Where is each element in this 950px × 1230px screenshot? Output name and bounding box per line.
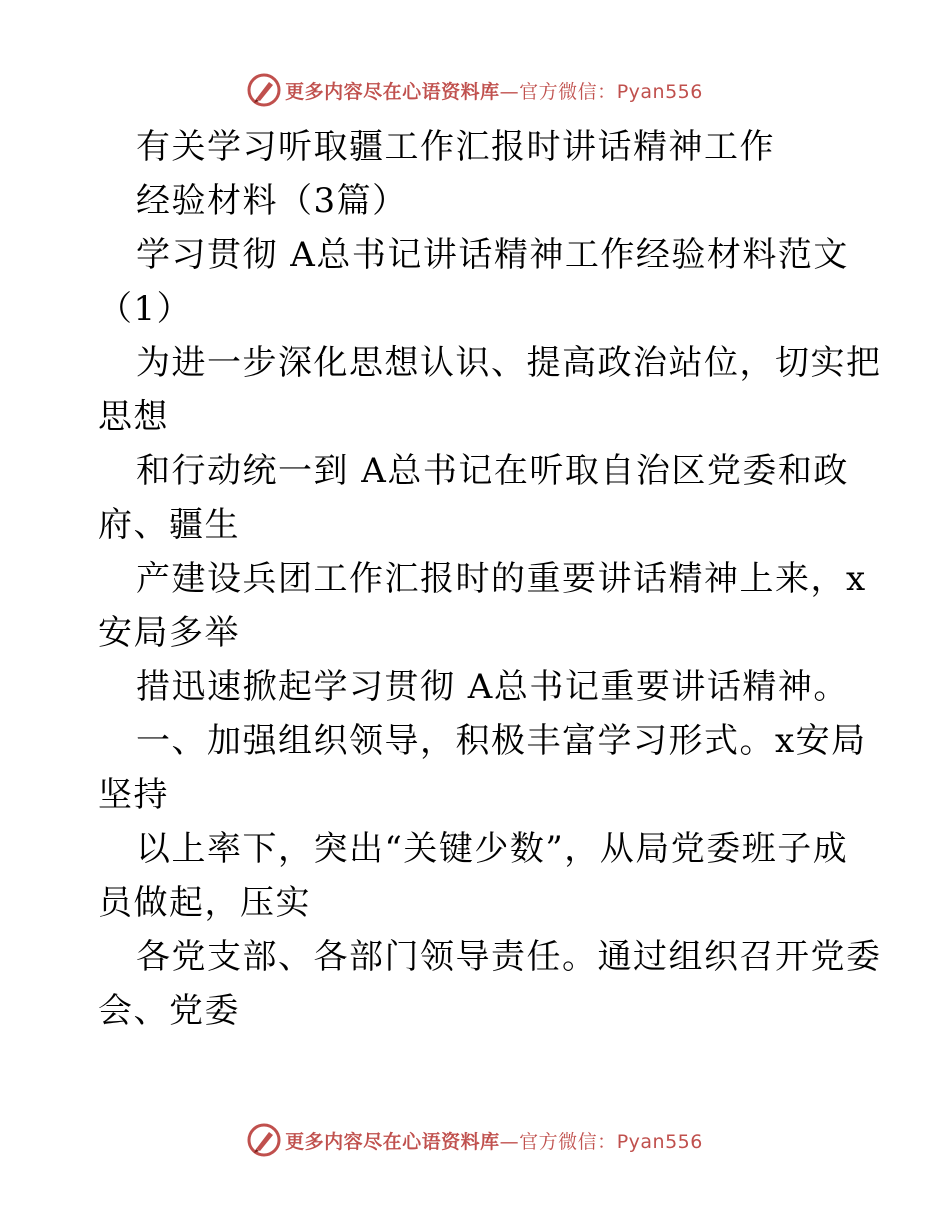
text-line: 各党支部、各部门领导责任。通过组织召开党委 xyxy=(136,937,882,977)
text-line: 产建设兵团工作汇报时的重要讲话精神上来，x xyxy=(136,559,867,599)
document-body xyxy=(98,120,882,1038)
banner-dash: — xyxy=(499,80,520,103)
pen-quill-logo-icon xyxy=(247,1123,281,1157)
banner-text xyxy=(285,77,703,104)
text-line: 以上率下，突出“关键少数”，从局党委班子成 xyxy=(136,829,849,869)
text-line: （1） xyxy=(98,289,193,329)
text-line: 会、党委 xyxy=(98,991,240,1031)
text-line: 有关学习听取疆工作汇报时讲话精神工作 xyxy=(136,127,775,167)
text-line: 安局多举 xyxy=(98,613,240,653)
text-line: 府、疆生 xyxy=(98,505,240,545)
text-line: 员做起，压实 xyxy=(98,883,311,923)
banner-text xyxy=(285,1127,703,1154)
text-line: 和行动统一到 A总书记在听取自治区党委和政 xyxy=(136,451,849,491)
text-line: 措迅速掀起学习贯彻 A总书记重要讲话精神。 xyxy=(136,667,849,707)
text-line: 经验材料（3篇） xyxy=(136,181,408,221)
text-line: 思想 xyxy=(98,397,169,437)
header-banner xyxy=(0,70,950,110)
banner-dash: — xyxy=(499,1130,520,1153)
text-line: 为进一步深化思想认识、提高政治站位，切实把 xyxy=(136,343,882,383)
banner-wechat-id: Pyan556 xyxy=(616,80,703,103)
banner-wechat-id: Pyan556 xyxy=(616,1130,703,1153)
text-line: 坚持 xyxy=(98,775,169,815)
banner-main-text: 更多内容尽在心语资料库 xyxy=(285,80,500,103)
footer-banner xyxy=(0,1120,950,1160)
banner-wechat-label: 官方微信： xyxy=(519,1130,617,1153)
banner-wechat-label: 官方微信： xyxy=(519,80,617,103)
pen-quill-logo-icon xyxy=(247,73,281,107)
banner-main-text: 更多内容尽在心语资料库 xyxy=(285,1130,500,1153)
text-line: 一、加强组织领导，积极丰富学习形式。x安局 xyxy=(136,721,867,761)
text-line: 学习贯彻 A总书记讲话精神工作经验材料范文 xyxy=(136,235,849,275)
